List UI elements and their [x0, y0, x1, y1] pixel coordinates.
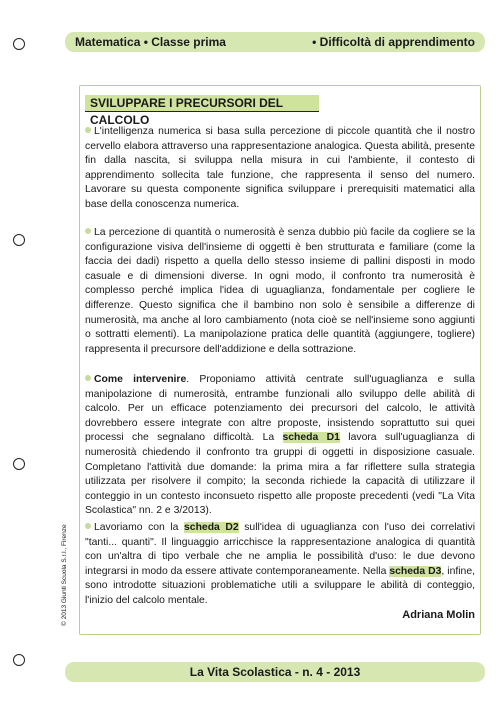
copyright-credit: © 2013 Giunti Scuola S.r.l., Firenze	[61, 524, 68, 626]
highlight-scheda-d3: scheda D3	[389, 565, 442, 577]
binder-hole	[13, 234, 25, 246]
page-header	[65, 32, 485, 52]
section-title: SVILUPPARE I PRECURSORI DEL CALCOLO	[85, 95, 319, 112]
highlight-scheda-d2: scheda D2	[184, 522, 239, 533]
header-topic: • Difficoltà di apprendimento	[312, 35, 475, 49]
paragraph-intervention: Come intervenire. Proponiamo attività centrate sull'uguaglianza e sulla manipolazione di numerosità, entrambe funzionali allo sviluppo delle abilità di calcolo. Per un efficace potenziamento dei precursori del calcolo, le attività dovrebbero essere integrate con altre proposte, insistendo soprattutto sui quei processi che segnalano difficoltà. La scheda D1 lavora sull'uguaglianza di numerosità chiedendo il confronto tra gruppi di oggetti in disposizione casuale. Completano l'attività due domande: la prima mira a far riflettere sulla strategia utilizzata per risolvere il compito; la seconda richiede la capacità di utilizzare il conteggio in un contesto inconsueto rispetto alle proposte precedenti (vedi "La Vita Scolastica" nn. 2 e 3/2013).	[85, 374, 475, 517]
binder-hole	[13, 458, 25, 470]
binder-hole	[13, 654, 25, 666]
bullet-icon	[85, 523, 91, 529]
binder-hole	[13, 38, 25, 50]
page-footer: La Vita Scolastica - n. 4 - 2013	[65, 662, 485, 682]
highlight-scheda-d1: scheda D1	[282, 432, 340, 444]
author-signature: Adriana Molin	[402, 609, 475, 621]
paragraph-intro: L'intelligenza numerica si basa sulla percezione di piccole quantità che il nostro cervello elabora attraverso una rappresentazione analogica. Questa abilità, presente fin dalla nascita, si sviluppa nella misura in cui l'ambiente, il contesto di apprendimento sollecita tale funzione, che rappresenta il senso del numero. Lavorare su questa componente significa sviluppare i prerequisiti matematici alla base della conoscenza numerica.	[85, 126, 475, 210]
paragraph-perception: La percezione di quantità o numerosità è senza dubbio più facile da cogliere se la configurazione visiva dell'insieme di oggetti è ben strutturata e familiare (come la faccia dei dadi) rispetto a quella dello stesso insieme di pallini disposti in modo casuale e di dimensioni diverse. In ogni modo, il confronto tra numerosità è complesso perché implica l'idea di uguaglianza, fondamentale per cogliere le differenze. Questo significa che il bambino non solo è sensibile a differenze di numerosità, ma anche al loro cambiamento (nota cioè se nell'insieme sono aggiunti o sottratti elementi). La manipolazione pratica delle quantità (aggiungere, togliere) rappresenta il precursore dell'addizione e della sottrazione.	[85, 227, 475, 355]
paragraph-worksheets: Lavoriamo con la scheda D2 sull'idea di uguaglianza con l'uso dei correlativi "tanti... quanti". Il linguaggio arricchisce la rappresentazione analogica di quantità con un'altra di tipo verbale che ne amplia le possibilità d'uso: le due devono integrarsi in modo da essere attivate contemporaneamente. Nella scheda D3, infine, sono introdotte situazioni problematiche utili a sviluppare le abilità di conteggio, l'inizio del calcolo mentale.	[85, 522, 476, 606]
header-subject: Matematica • Classe prima	[75, 35, 226, 49]
bullet-icon	[85, 375, 91, 381]
bullet-icon	[85, 228, 91, 234]
bullet-icon	[85, 127, 91, 133]
